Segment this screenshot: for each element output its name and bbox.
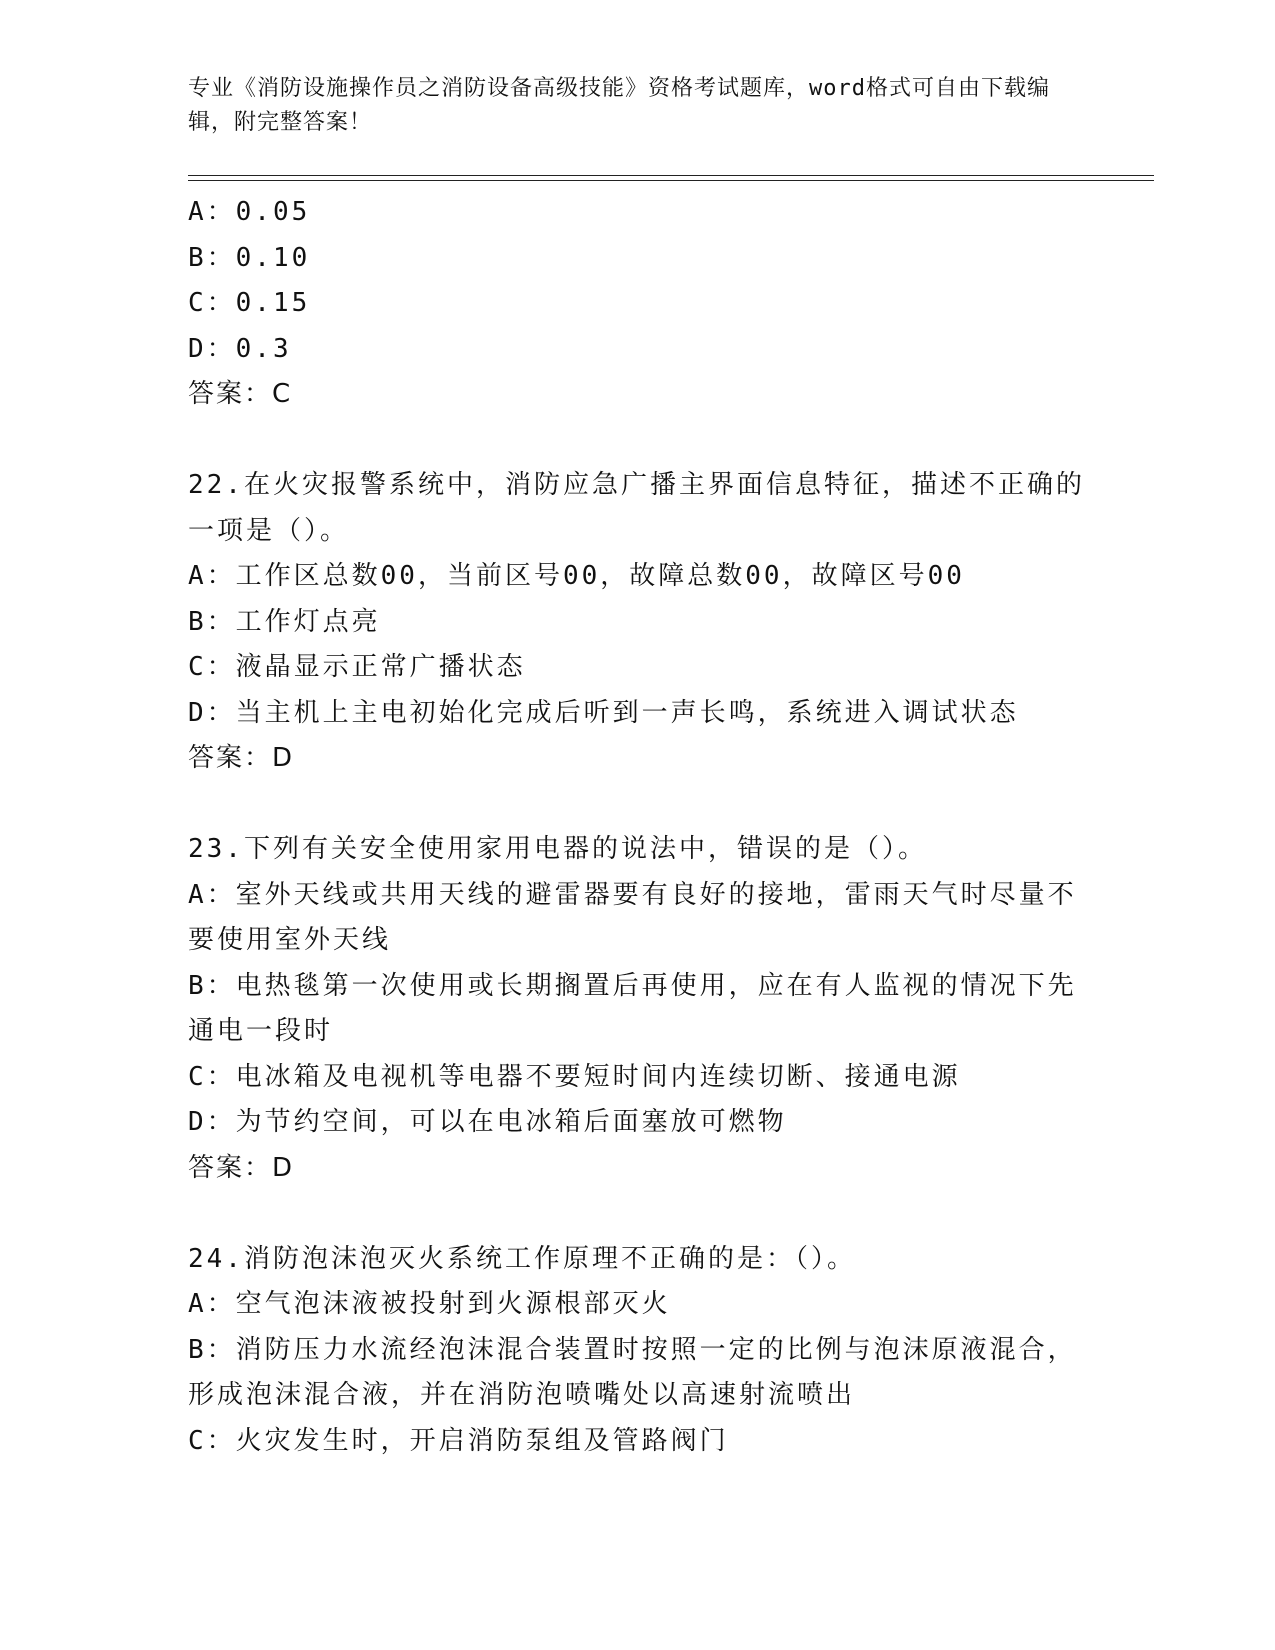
- option-b: B：消防压力水流经泡沫混合装置时按照一定的比例与泡沫原液混合，形成泡沫混合液，并在消防泡喷嘴处以高速射流喷出: [188, 1334, 1077, 1410]
- page-header: 专业《消防设施操作员之消防设备高级技能》资格考试题库，word格式可自由下载编辑，附完整答案！: [188, 76, 1050, 135]
- question-22: [188, 463, 1088, 782]
- option-d: D：为节约空间，可以在电冰箱后面塞放可燃物: [188, 1107, 787, 1137]
- option-c: C：0.15: [188, 288, 311, 318]
- option-a: A：室外天线或共用天线的避雷器要有良好的接地，雷雨天气时尽量不要使用室外天线: [188, 879, 1077, 955]
- question-23: [188, 827, 1088, 1191]
- answer: 答案：C: [188, 379, 293, 409]
- option-c: C：液晶显示正常广播状态: [188, 652, 526, 682]
- option-a: A：0.05: [188, 197, 311, 227]
- question-21-continuation: [188, 190, 1088, 418]
- answer: 答案：D: [188, 743, 295, 773]
- option-a: A：工作区总数00，当前区号00，故障总数00，故障区号00: [188, 561, 965, 591]
- option-c: C：火灾发生时，开启消防泵组及管路阀门: [188, 1425, 729, 1456]
- spacer: [188, 1191, 1088, 1237]
- option-b: B：电热毯第一次使用或长期搁置后再使用，应在有人监视的情况下先通电一段时: [188, 970, 1077, 1046]
- question-stem: 24.消防泡沫泡灭火系统工作原理不正确的是：（）。: [188, 1243, 856, 1274]
- option-b: B：工作灯点亮: [188, 606, 381, 637]
- option-d: D：0.3: [188, 333, 292, 364]
- question-content: [188, 190, 1088, 1464]
- question-24: [188, 1237, 1088, 1465]
- header-rule-top: [188, 175, 1154, 176]
- header-rule-bottom: [188, 180, 1154, 181]
- option-d: D：当主机上主电初始化完成后听到一声长鸣，系统进入调试状态: [188, 697, 1019, 728]
- question-stem: 23.下列有关安全使用家用电器的说法中，错误的是（）。: [188, 834, 927, 864]
- option-b: B：0.10: [188, 242, 311, 273]
- option-a: A：空气泡沫液被投射到火源根部灭火: [188, 1289, 671, 1319]
- option-c: C：电冰箱及电视机等电器不要短时间内连续切断、接通电源: [188, 1061, 961, 1092]
- spacer: [188, 418, 1088, 464]
- answer: 答案：D: [188, 1152, 295, 1183]
- question-stem: 22.在火灾报警系统中，消防应急广播主界面信息特征，描述不正确的一项是（）。: [188, 470, 1085, 546]
- spacer: [188, 782, 1088, 828]
